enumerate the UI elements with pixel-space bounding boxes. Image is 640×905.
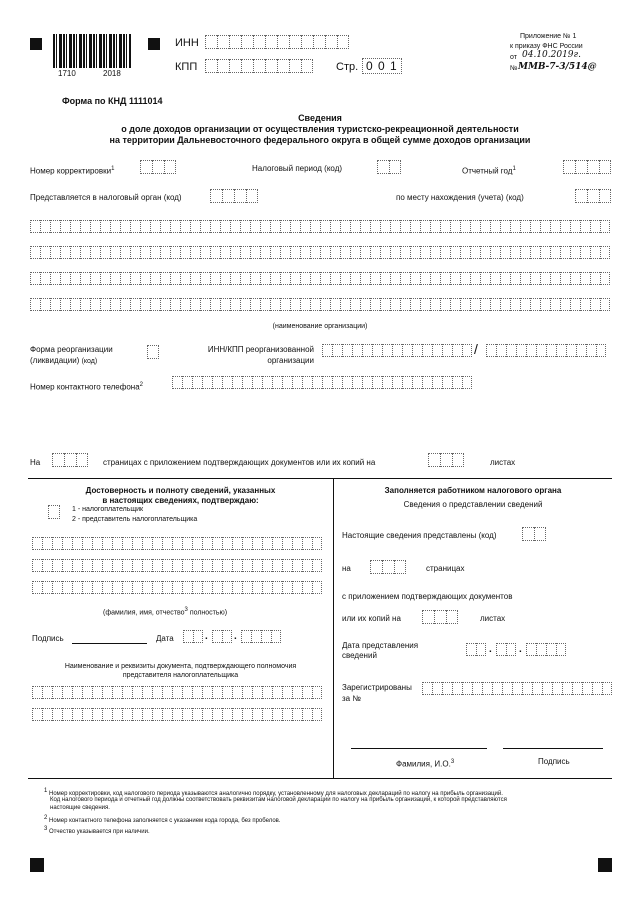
appendix-order: к приказу ФНС России — [510, 43, 583, 50]
corner-marker-top-left — [30, 38, 42, 50]
date-label: Дата — [156, 634, 174, 643]
on-label: На — [30, 458, 41, 467]
footnote-1: 1 Номер корректировки, код налогового периода указываются аналогично порядку, установленному для налоговых деклараций по налогу на прибыль организаций. — [44, 788, 503, 797]
barcode — [53, 34, 131, 68]
kpp-field[interactable] — [205, 59, 313, 73]
corner-marker-bottom-right — [598, 858, 612, 872]
reorg-kpp-field[interactable] — [486, 344, 606, 357]
fio-row-2[interactable] — [32, 559, 322, 572]
tax-period-label: Налоговый период (код) — [252, 164, 343, 173]
date-year-field[interactable] — [241, 630, 281, 643]
confirm-title-2: в настоящих сведениях, подтверждаю: — [102, 496, 259, 505]
pages-count-field[interactable] — [52, 453, 88, 467]
inn-label: ИНН — [175, 37, 199, 49]
barcode-number-right: 2018 — [103, 69, 121, 78]
barcode-number-left: 1710 — [58, 69, 76, 78]
fio-row-1[interactable] — [32, 537, 322, 550]
officer-pages-field[interactable] — [370, 560, 406, 574]
registration-number-field[interactable] — [422, 682, 612, 695]
reorg-form-field[interactable] — [147, 345, 159, 359]
option-representative: 2 - представитель налогоплательщика — [72, 516, 198, 523]
org-name-row-4[interactable] — [30, 298, 610, 311]
pages-text: страницах с приложением подтверждающих документов или их копий на — [103, 458, 376, 467]
tax-authority-label: Представляется в налоговый орган (код) — [30, 193, 182, 202]
option-taxpayer: 1 - налогоплательщик — [72, 506, 144, 513]
footnote-1-end: настоящие сведения. — [50, 805, 110, 811]
confirm-title: Достоверность и полноту сведений, указанных — [85, 486, 276, 495]
presented-code-field[interactable] — [522, 527, 546, 541]
doc-row-1[interactable] — [32, 686, 322, 699]
fio-row-3[interactable] — [32, 581, 322, 594]
reorg-inn-label: ИНН/КПП реорганизованной — [207, 345, 314, 354]
or-copies-label: или их копий на — [342, 614, 401, 623]
registered-label-2: за № — [342, 694, 361, 703]
presentation-date-label: Дата представления — [342, 641, 419, 650]
tax-officer-subtitle: Сведения о представлении сведений — [403, 500, 543, 509]
appendix-label: Приложение № 1 — [520, 33, 577, 40]
officer-date-year-field[interactable] — [526, 643, 566, 656]
doc-row-2[interactable] — [32, 708, 322, 721]
footnote-1-cont: Код налогового периода и отчетный год должны соответствовать реквизитам налоговой декларации по налогу на прибыль организаций, к которой представляются — [50, 797, 507, 803]
doc-label: Наименование и реквизиты документа, подтверждающего полномочия — [64, 663, 297, 670]
org-name-caption: (наименование организации) — [272, 323, 368, 330]
date-day-field[interactable] — [183, 630, 203, 643]
appendix-number: ММВ-7-3/514@ — [518, 62, 597, 72]
footnote-3: 3 Отчество указывается при наличии. — [44, 826, 150, 835]
reorg-inn-field[interactable] — [322, 344, 472, 357]
form-title-line3: на территории Дальневосточного федерального округа в общей сумме доходов организации — [109, 135, 531, 145]
reorg-slash: / — [474, 341, 478, 357]
officer-date-day-field[interactable] — [466, 643, 486, 656]
officer-signature-label: Подпись — [538, 757, 570, 766]
officer-sheets-field[interactable] — [422, 610, 458, 624]
form-title: Сведения — [298, 113, 342, 123]
reorg-inn-label-2: организации — [267, 356, 314, 365]
section-divider-bottom — [28, 778, 612, 779]
presentation-date-label-2: сведений — [342, 651, 377, 660]
phone-field[interactable] — [172, 376, 472, 389]
pages-label: страницах — [426, 564, 465, 573]
registered-label: Зарегистрированы — [342, 683, 412, 692]
signature-label: Подпись — [32, 634, 64, 643]
correction-number-label: Номер корректировки$^1$ — [30, 166, 115, 176]
location-field[interactable] — [575, 189, 611, 203]
officer-sheets-label: листах — [480, 614, 506, 623]
officer-fio-label: Фамилия, И.О.$^3$ — [396, 759, 455, 769]
date-month-field[interactable] — [212, 630, 232, 643]
appendix-date: 04.10.2019г. — [522, 50, 581, 60]
with-docs-label: с приложением подтверждающих документов — [342, 592, 513, 601]
officer-signature-line[interactable] — [503, 748, 603, 749]
signature-line[interactable] — [72, 643, 147, 644]
inn-field[interactable] — [205, 35, 349, 49]
knd-code: Форма по КНД 1111014 — [62, 96, 163, 106]
kpp-label: КПП — [175, 61, 198, 73]
page-number: 0 0 1 — [362, 58, 402, 74]
officer-fio-line[interactable] — [351, 748, 487, 749]
org-name-row-2[interactable] — [30, 246, 610, 259]
phone-label: Номер контактного телефона$^2$ — [30, 382, 143, 392]
tax-officer-title: Заполняется работником налогового органа — [384, 486, 562, 495]
confirmer-type-field[interactable] — [48, 505, 60, 519]
reorg-form-label: Форма реорганизации — [30, 345, 113, 354]
page-label: Стр. — [336, 61, 359, 73]
form-title-line2: о доле доходов организации от осуществления туристско-рекреационной деятельности — [121, 124, 519, 134]
tax-authority-field[interactable] — [210, 189, 258, 203]
report-year-field[interactable] — [563, 160, 611, 174]
correction-number-field[interactable] — [140, 160, 176, 174]
reorg-form-label-2: (ликвидации) (код) — [30, 356, 98, 365]
footnote-2: 2 Номер контактного телефона заполняется с указанием кода города, без пробелов. — [44, 815, 281, 824]
doc-label-2: представителя налогоплательщика — [122, 672, 239, 679]
report-year-label: Отчетный год$^1$ — [462, 166, 516, 176]
sheets-label: листах — [490, 458, 516, 467]
corner-marker-top-mid — [148, 38, 160, 50]
sheets-count-field[interactable] — [428, 453, 464, 467]
tax-period-field[interactable] — [377, 160, 401, 174]
section-divider-top — [28, 478, 612, 479]
officer-date-month-field[interactable] — [496, 643, 516, 656]
corner-marker-bottom-left — [30, 858, 44, 872]
appendix-num-label: № — [510, 65, 518, 72]
appendix-from: от — [510, 54, 517, 61]
org-name-row-1[interactable] — [30, 220, 610, 233]
presented-label: Настоящие сведения представлены (код) — [342, 531, 497, 540]
on-pages-label: на — [342, 564, 351, 573]
location-label: по месту нахождения (учета) (код) — [396, 193, 524, 202]
section-divider-vertical — [333, 478, 334, 778]
fio-caption: (фамилия, имя, отчество3 полностью) — [103, 607, 228, 617]
org-name-row-3[interactable] — [30, 272, 610, 285]
